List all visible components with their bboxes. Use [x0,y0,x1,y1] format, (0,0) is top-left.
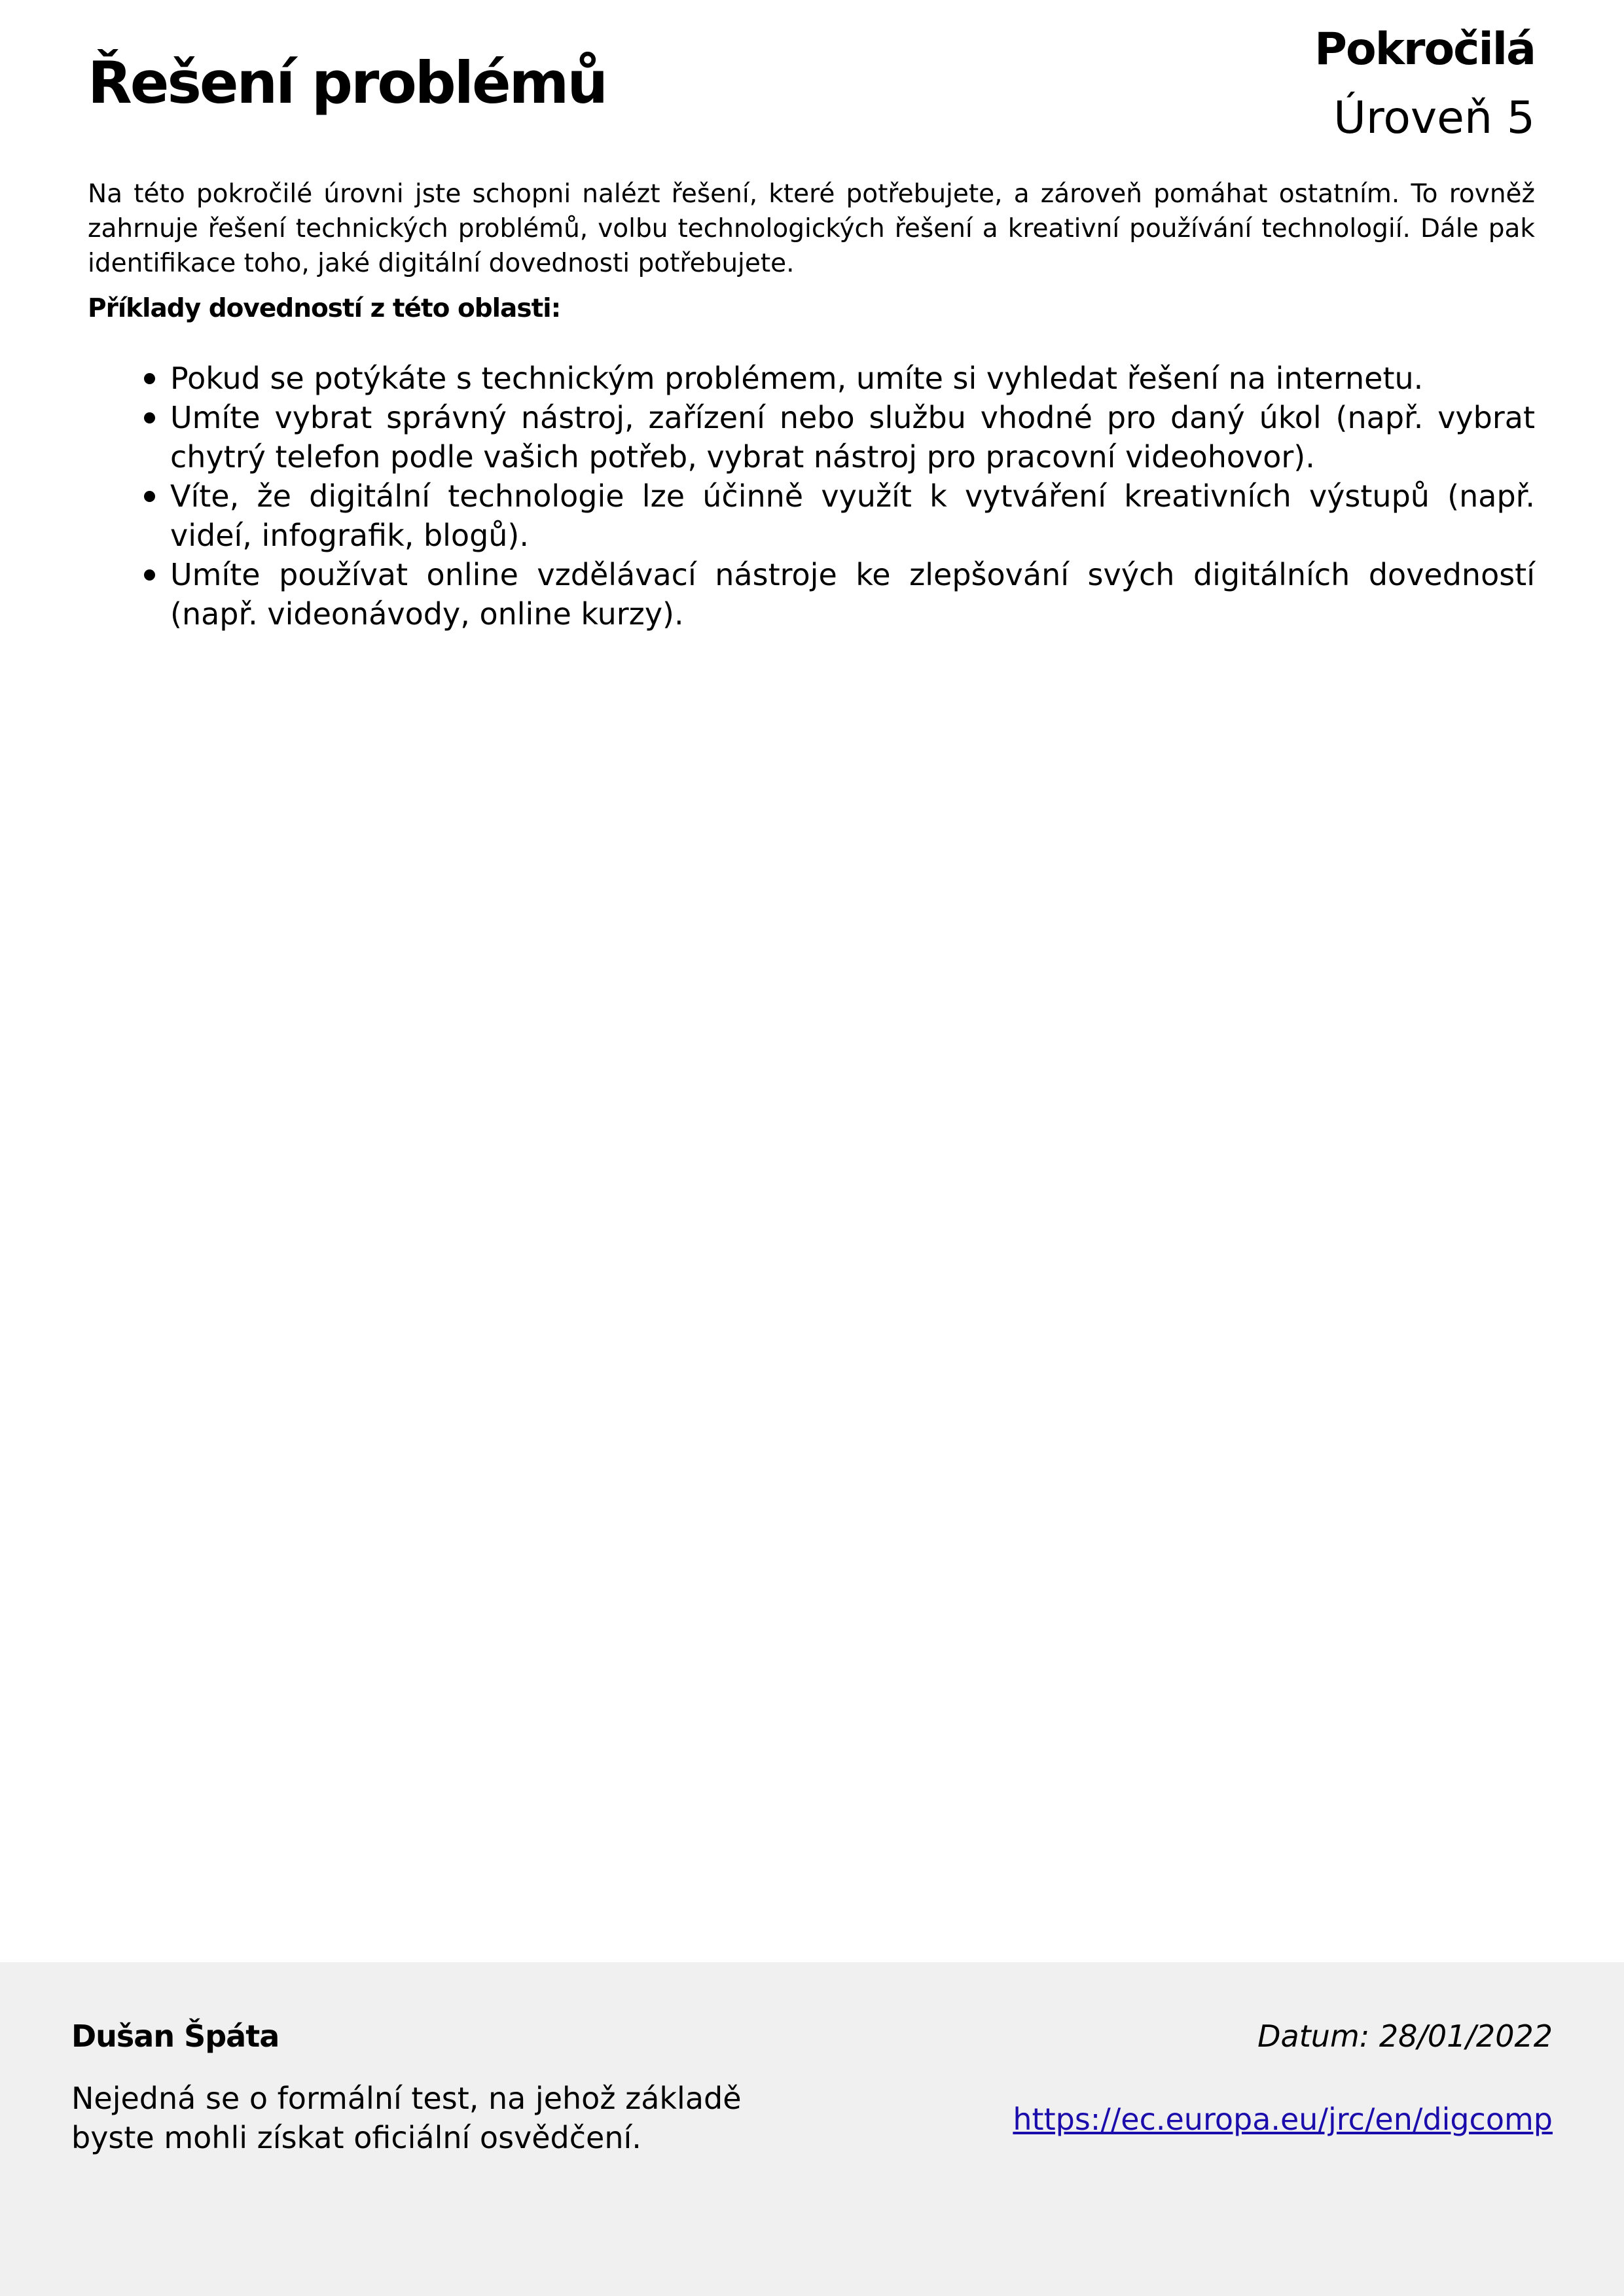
bullet-icon [144,412,155,423]
level-name: Pokročilá [1314,24,1535,75]
list-item-text: Pokud se potýkáte s technickým problémem, umíte si vyhledat řešení na internetu. [170,361,1424,396]
user-name: Dušan Špáta [71,2018,280,2054]
list-item-text: Umíte vybrat správný nástroj, zařízení nebo službu vhodné pro daný úkol (např. vybrat chytrý telefon podle vašich potřeb, vybrat nástroj pro pracovní videohovor). [170,400,1535,475]
date-label: Datum: 28/01/2022 [1257,2018,1553,2054]
skills-list [88,359,1535,634]
level-block [1314,17,1535,154]
list-item [88,555,1535,634]
bullet-icon [144,373,155,384]
list-item [88,398,1535,476]
footer [0,1962,1624,2296]
bullet-icon [144,569,155,581]
examples-heading: Příklady dovedností z této oblasti: [88,294,561,323]
level-number: Úroveň 5 [1333,92,1535,144]
bullet-icon [144,491,155,502]
list-item [88,476,1535,555]
page-title: Řešení problémů [88,49,606,117]
list-item [88,359,1535,398]
list-item-text: Víte, že digitální technologie lze účinně využít k vytváření kreativních výstupů (např. videí, infografik, blogů). [170,478,1535,553]
list-item-text: Umíte používat online vzdělávací nástroje ke zlepšování svých digitálních dovedností (např. videonávody, online kurzy). [170,557,1535,632]
disclaimer-text: Nejedná se o formální test, na jehož základě byste mohli získat oficiální osvědčení. [71,2081,742,2155]
intro-paragraph: Na této pokročilé úrovni jste schopni nalézt řešení, které potřebujete, a zároveň pomáhat ostatním. To rovněž zahrnuje řešení technických problémů, volbu technologických řešení a kreativní používání technologií. Dále pak identifikace toho, jaké digitální dovednosti potřebujete. [88,179,1535,278]
digcomp-link[interactable]: https://ec.europa.eu/jrc/en/digcomp [1013,2102,1553,2137]
